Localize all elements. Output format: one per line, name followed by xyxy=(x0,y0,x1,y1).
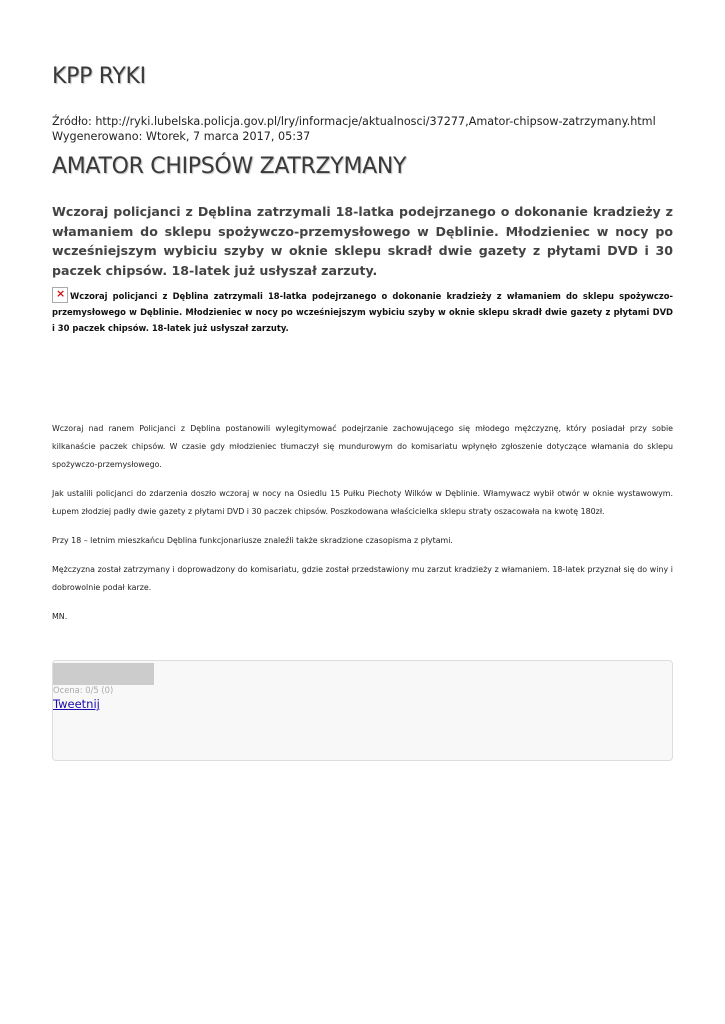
image-caption-text: Wczoraj policjanci z Dęblina zatrzymali 18-latka podejrzanego o dokonanie kradzieży z włamaniem do sklepu spożywczo-przemysłowego w Dęblinie. Młodzieniec w nocy po wcześniejszym wybiciu szyby w oknie sklepu skradł dwie gazety z płytami DVD i 30 paczek chipsów. 18-latek już usłyszał zarzuty. xyxy=(52,291,673,333)
body-paragraph: Wczoraj nad ranem Policjanci z Dęblina postanowili wylegitymować podejrzanie zachowującego się młodego mężczyznę, który posiadał przy sobie kilkanaście paczek chipsów. W czasie gdy młodzieniec tłumaczył się mundurowym do komisariatu wpłynęło zgłoszenie dotyczące włamania do sklepu spożywczo-przemysłowego. xyxy=(52,424,673,469)
source-line: Źródło: http://ryki.lubelska.policja.gov.pl/lry/informacje/aktualnosci/37277,Amator-chipsow-zatrzymany.html xyxy=(52,115,656,128)
rating-stars[interactable] xyxy=(53,663,154,685)
body-paragraph: MN. xyxy=(52,612,68,621)
rating-text: Ocena: 0/5 (0) xyxy=(53,685,114,695)
meta-info xyxy=(52,114,656,144)
body-paragraph: Przy 18 – letnim mieszkańcu Dęblina funkcjonariusze znaleźli także skradzione czasopisma z płytami. xyxy=(52,536,453,545)
article-title: AMATOR CHIPSÓW ZATRZYMANY xyxy=(52,154,407,179)
body-paragraph: Jak ustalili policjanci do zdarzenia doszło wczoraj w nocy na Osiedlu 15 Pułku Piechoty Wilków w Dęblinie. Włamywacz wybił otwór w oknie wystawowym. Łupem złodziej padły dwie gazety z płytami DVD i 30 paczek chipsów. Poszkodowana właścicielka sklepu straty oszacowała na kwotę 180zł. xyxy=(52,489,673,516)
broken-image-icon: × xyxy=(52,287,68,303)
article-footer xyxy=(52,660,673,761)
tweet-link[interactable]: Tweetnij xyxy=(53,697,100,711)
generated-line: Wygenerowano: Wtorek, 7 marca 2017, 05:37 xyxy=(52,130,311,143)
body-paragraph: Mężczyzna został zatrzymany i doprowadzony do komisariatu, gdzie został przedstawiony mu zarzut kradzieży z włamaniem. 18-latek przyznał się do winy i dobrowolnie podał karze. xyxy=(52,565,673,592)
article-body xyxy=(52,420,673,637)
article-lead: Wczoraj policjanci z Dęblina zatrzymali 18-latka podejrzanego o dokonanie kradzieży z włamaniem do sklepu spożywczo-przemysłowego w Dęblinie. Młodzieniec w nocy po wcześniejszym wybiciu szyby w oknie sklepu skradł dwie gazety z płytami DVD i 30 paczek chipsów. 18-latek już usłyszał zarzuty. xyxy=(52,204,673,278)
site-title: KPP RYKI xyxy=(52,64,146,89)
image-block xyxy=(52,287,673,336)
